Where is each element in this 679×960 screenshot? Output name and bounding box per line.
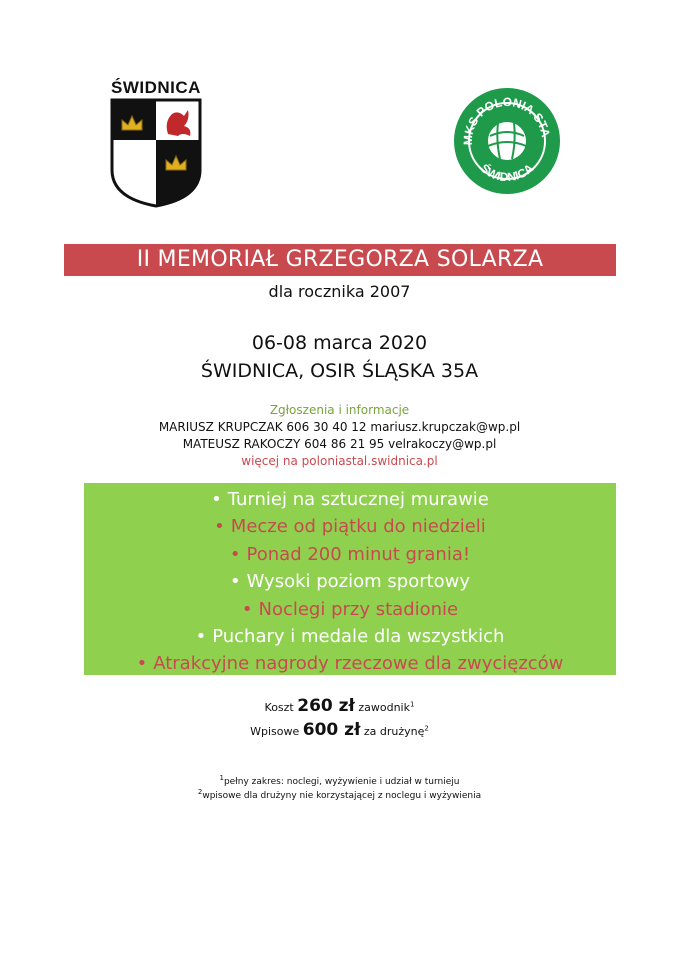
feature-item: • Noclegi przy stadionie [241,598,459,620]
bullet-icon: • [229,543,241,565]
footnote-mark: 2 [424,724,429,733]
bullet-icon: • [136,653,148,675]
feature-item: • Ponad 200 minut grania! [229,543,471,565]
cost-line [0,696,679,716]
contact-heading: Zgłoszenia i informacje [269,403,410,417]
fee-unit: za drużynę [363,725,425,738]
fee-value: 600 zł [302,720,361,740]
club-name-bottom: ŚWIDNICA [477,161,537,185]
bullet-icon: • [211,489,222,510]
club-name-top: MKS POLONIA STA [460,94,553,146]
feature-item: • Mecze od piątku do niedzieli [214,516,486,538]
event-dates: 06-08 marca 2020 [251,332,428,354]
feature-item: • Atrakcyjne nagrody rzeczowe dla zwycięzców [136,653,564,675]
feature-item: • Wysoki poziom sportowy [229,571,471,593]
fee-line [0,720,679,740]
bullet-icon: • [214,516,225,538]
footnote-mark: 1 [409,700,415,709]
features-box [84,483,616,675]
contact-line-2: MATEUSZ RAKOCZY 604 86 21 95 velrakoczy@wp.pl [182,437,497,451]
features-list [84,483,616,678]
club-logo [452,86,562,196]
fee-label: Wpisowe [250,725,300,738]
club-badge-icon [452,86,562,196]
feature-item: • Puchary i medale dla wszystkich [195,625,505,647]
footnote-2: $^2$wpisowe dla drużyny nie korzystającej z noclegu i wyżywienia [197,788,482,801]
feature-item: • Turniej na sztucznej murawie [211,489,489,510]
page-title: II MEMORIAŁ GRZEGORZA SOLARZA [136,247,544,272]
bullet-icon: • [241,598,253,620]
contact-line-1: MARIUSZ KRUPCZAK 606 30 40 12 mariusz.krupczak@wp.pl [158,420,521,434]
cost-label: Koszt [264,701,294,714]
city-coat-of-arms [108,70,204,210]
city-name-text: ŚWIDNICA [111,78,201,97]
footnote-1: $^1$pełny zakres: noclegi, wyżywienie i udział w turnieju [219,774,460,787]
bullet-icon: • [229,571,241,593]
event-venue: ŚWIDNICA, OSIR ŚLĄSKA 35A [200,360,479,382]
subtitle: dla rocznika 2007 [268,282,411,301]
website-link[interactable]: więcej na poloniastal.swidnica.pl [241,454,438,468]
cost-value: 260 zł [297,696,355,716]
bullet-icon: • [195,625,207,647]
cost-unit: zawodnik [358,701,410,714]
